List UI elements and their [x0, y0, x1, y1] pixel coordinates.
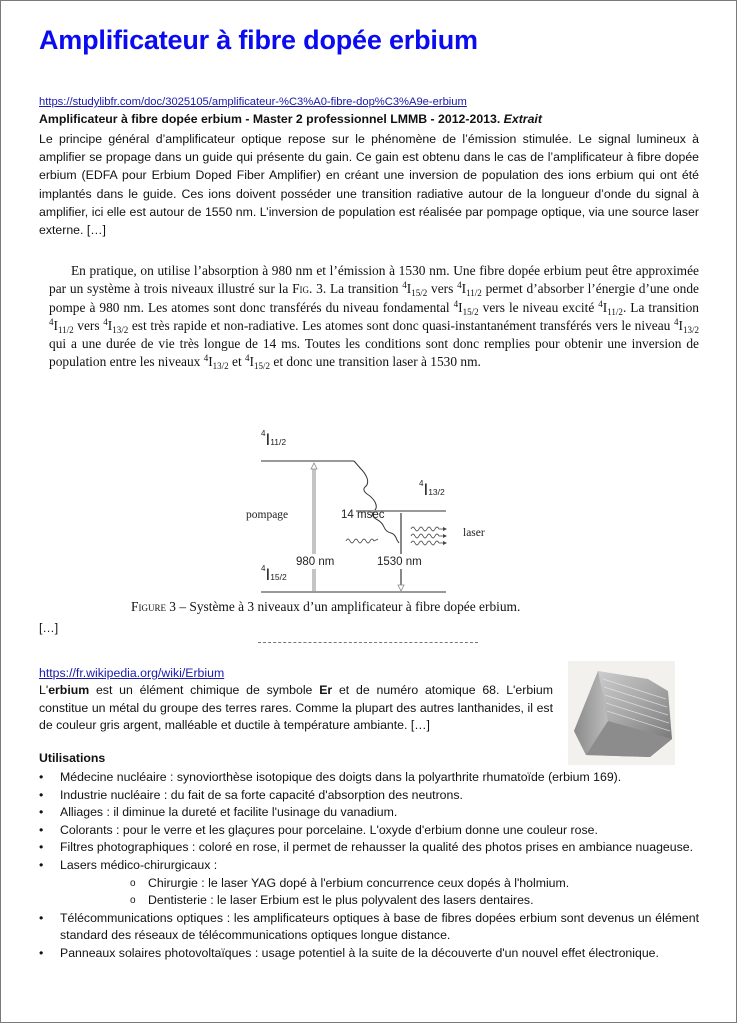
source-heading: Amplificateur à fibre dopée erbium - Master 2 professionnel LMMB - 2012-2013. Extrait: [39, 112, 542, 126]
utilisations-list: [39, 769, 699, 963]
extract-label: Extrait: [503, 112, 542, 126]
erbium-sample-image: [568, 661, 675, 765]
laser-wavelength-label: 1530 nm: [377, 556, 422, 568]
latex-excerpt: En pratique, on utilise l’absorption à 980 nm et l’émission à 1530 nm. Une fibre dopée erbium peut être approximée par un système à trois niveaux illustré sur la Fig. 3. La transition $^4I_{15/2}$ vers $^4I_{11/2}$ permet d’absorber l’énergie d’une onde pompe à 980 nm. Les atomes sont donc transférés du niveau fondamental $^4I_{15/2}$ vers le niveau excité $^4I_{11/2}$. La transition $^4I_{11/2}$ vers $^4I_{13/2}$ est très rapide et non-radiative. Les atomes sont donc quasi-instantanément transférés vers le niveau $^4I_{13/2}$ qui a une durée de vie très longue de 14 ms. Toutes les conditions sont donc remplies pour obtenir une inversion de population entre les niveaux $^4I_{13/2}$ et $^4I_{15/2}$ et donc une transition laser à 1530 nm.: [49, 263, 699, 372]
studylib-source-link[interactable]: https://studylibfr.com/doc/3025105/amplificateur-%C3%A0-fibre-dop%C3%A9e-erbium: [39, 96, 467, 108]
level-4I11-2-label: $^4$I11/2: [261, 429, 287, 449]
erbium-photo: [568, 661, 675, 765]
list-item: • Panneaux solaires photovoltaïques : usage potentiel à la suite de la découverte d'un nouvel effet électronique.: [39, 945, 659, 960]
intro-paragraph: Le principe général d’amplificateur optique repose sur le phénomène de l’émission stimulée. Le signal lumineux à amplifier se propage dans un guide qui présente du gain. Ce gain est obtenu dans le cas de l’amplificateur à fibre dopée erbium (EDFA pour Erbium Doped Fiber Amplifier) en créant une inversion de population des ions erbium qui ont été implantés dans le guide. Ces ions doivent posséder une transition radiative autour de la longueur d’onde du signal à amplifier, ici elle est autour de 1550 nm. L’inversion de population est réalisée par pompage optique, via une source laser externe. […]: [39, 132, 699, 238]
utilisations-heading: Utilisations: [39, 751, 106, 765]
pump-wavelength-label: 980 nm: [296, 556, 335, 568]
erbium-paragraph: L'erbium est un élément chimique de symbole Er et de numéro atomique 68. L'erbium constitue un métal du groupe des terres rares. Comme la plupart des autres lanthanides, il est de couleur gris argent, malléable et ductile à température ambiante. […]: [39, 683, 553, 733]
list-item: • Colorants : pour le verre et les glaçures pour porcelaine. L'oxyde d'erbium donne une couleur rose.: [39, 822, 598, 837]
pump-label: pompage: [246, 509, 289, 521]
list-item: • Alliages : il diminue la dureté et facilite l'usinage du vanadium.: [39, 805, 398, 820]
list-item: • Télécommunications optiques : les amplificateurs optiques à base de fibres dopées erbium sont devenus un élément standard des réseaux de télécommunications optiques longue distance.: [39, 910, 699, 943]
laser-label: laser: [463, 527, 485, 539]
list-item: • Lasers médico-chirurgicaux : o Chirurgie : le laser YAG dopé à l'erbium concurrence ceux dopés à l'holmium. o Dentisterie : le laser Erbium est le plus polyvalent des lasers dentaires.: [39, 857, 699, 910]
lasers-sublist: [60, 875, 699, 910]
sublist-item: o Chirurgie : le laser YAG dopé à l'erbium concurrence ceux dopés à l'holmium.: [130, 875, 570, 890]
figure-caption: Figure 3 – Système à 3 niveaux d’un amplificateur à fibre dopée erbium.: [131, 599, 521, 614]
level-4I15-2-label: $^4$I15/2: [261, 564, 287, 584]
level-4I13-2-label: $^4$I13/2: [419, 479, 445, 499]
list-item: • Filtres photographiques : coloré en rose, il permet de rehausser la qualité des photos prises en ambiance nuageuse.: [39, 840, 693, 855]
ellipsis: […]: [39, 621, 59, 635]
list-item: • Médecine nucléaire : synoviorthèse isotopique des doigts dans la polyarthrite rhumatoïde (erbium 169).: [39, 770, 622, 784]
lifetime-label: 14 msec: [341, 509, 385, 521]
energy-level-diagram: [241, 429, 511, 599]
section-separator: [258, 642, 478, 643]
sublist-item: o Dentisterie : le laser Erbium est le plus polyvalent des lasers dentaires.: [130, 893, 534, 908]
wikipedia-source-link[interactable]: https://fr.wikipedia.org/wiki/Erbium: [39, 666, 225, 680]
list-item: • Industrie nucléaire : du fait de sa forte capacité d'absorption des neutrons.: [39, 787, 463, 802]
page-title: Amplificateur à fibre dopée erbium: [39, 25, 478, 55]
figure-reference: Fig. 3: [292, 281, 323, 297]
